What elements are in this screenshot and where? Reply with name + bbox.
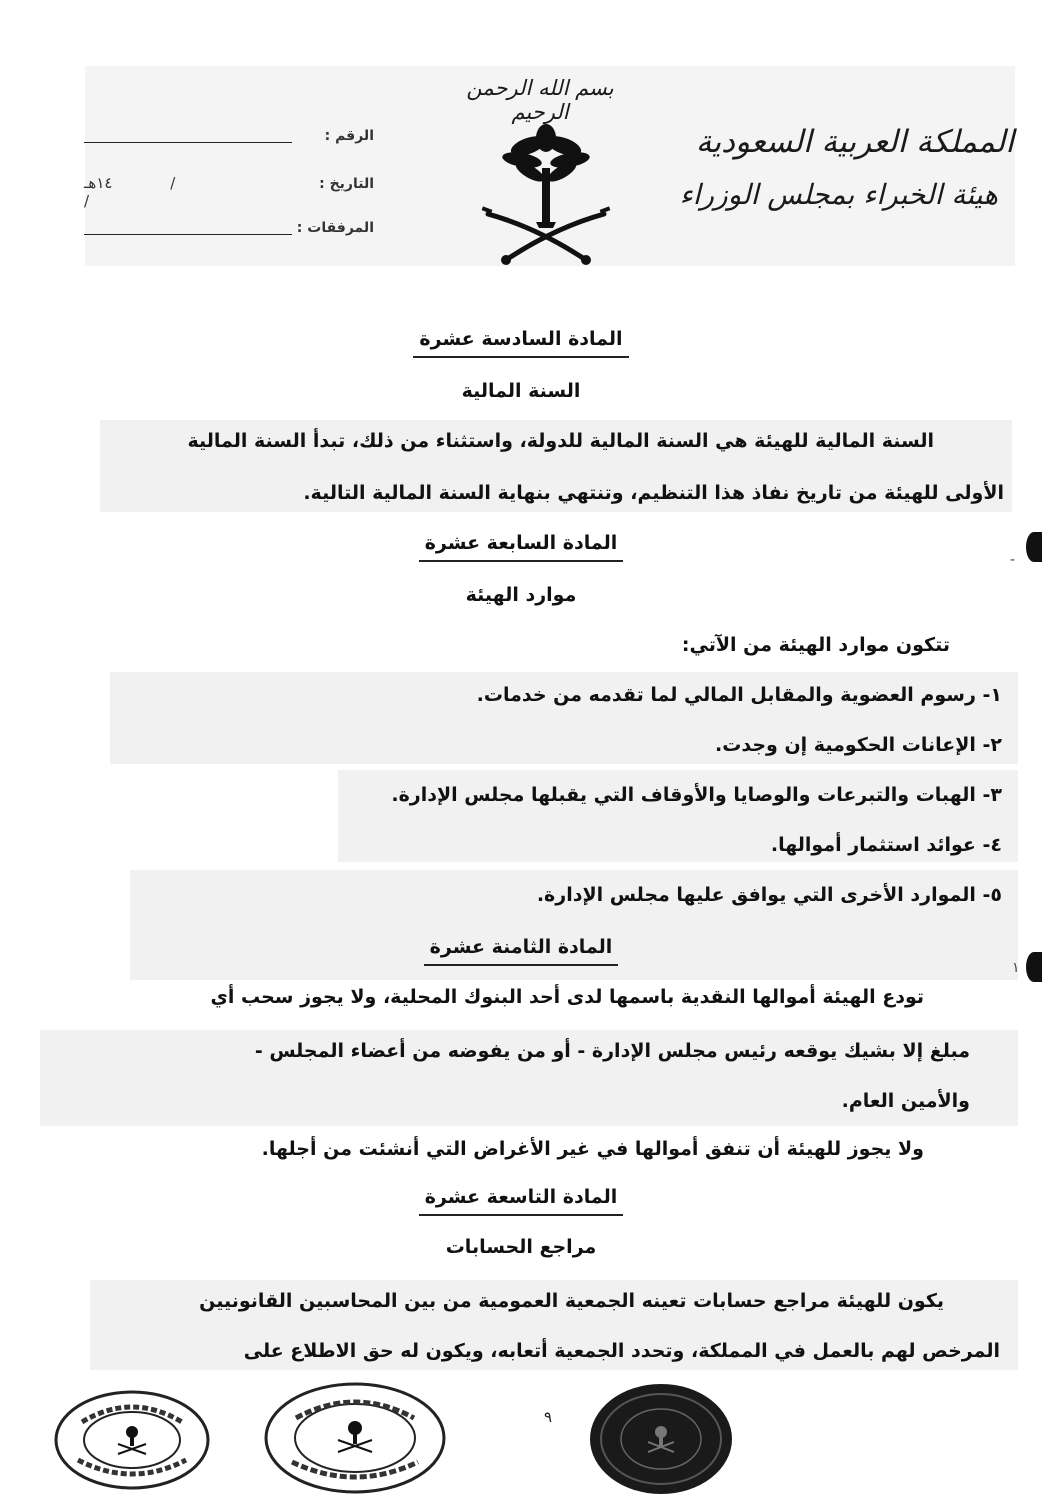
resource-item-2: ٢- الإعانات الحكومية إن وجدت. xyxy=(715,734,1002,756)
article-19-line-2: المرخص لهم بالعمل في المملكة، وتحدد الجمعية أتعابه، ويكون له حق الاطلاع على xyxy=(243,1340,1000,1362)
date-sep-2: / xyxy=(84,192,91,210)
article-19-subheading: مراجع الحسابات xyxy=(445,1236,597,1258)
article-18-heading: المادة الثامنة عشرة xyxy=(0,936,1042,958)
resource-item-3: ٣- الهبات والتبرعات والوصايا والأوقاف التي يقبلها مجلس الإدارة. xyxy=(391,784,1002,806)
binder-hole-icon xyxy=(1026,532,1042,562)
date-sep-1: / xyxy=(170,174,177,192)
reference-field xyxy=(84,124,374,152)
article-16-heading: المادة السادسة عشرة xyxy=(0,328,1042,350)
reference-label: الرقم : xyxy=(324,128,374,144)
article-18-line-3: والأمين العام. xyxy=(841,1090,970,1112)
binder-hole-icon xyxy=(1026,952,1042,982)
resource-item-4: ٤- عوائد استثمار أموالها. xyxy=(770,834,1002,856)
article-16-subheading: السنة المالية xyxy=(461,380,581,402)
article-18-line-1: تودع الهيئة أموالها النقدية باسمها لدى أحد البنوك المحلية، ولا يجوز سحب أي xyxy=(210,986,924,1008)
resource-item-5: ٥- الموارد الأخرى التي يوافق عليها مجلس الإدارة. xyxy=(536,884,1002,906)
article-18-line-2: مبلغ إلا بشيك يوقعه رئيس مجلس الإدارة - أو من يفوضه من أعضاء المجلس - xyxy=(254,1040,970,1062)
margin-mark: ١ xyxy=(1012,960,1020,976)
article-16-line-1: السنة المالية للهيئة هي السنة المالية للدولة، واستثناء من ذلك، تبدأ السنة المالية xyxy=(187,430,934,452)
kingdom-name: المملكة العربية السعودية xyxy=(695,124,1014,160)
page-number: ٩ xyxy=(544,1408,553,1426)
round-seal-stamp-icon xyxy=(588,1382,734,1496)
date-label: التاريخ : xyxy=(319,176,374,192)
date-value xyxy=(84,174,292,210)
article-17-intro: تتكون موارد الهيئة من الآتي: xyxy=(681,634,950,656)
date-field xyxy=(84,172,374,210)
middle-official-stamp-icon xyxy=(262,1380,448,1496)
attachments-label: المرفقات : xyxy=(296,220,374,236)
article-17-subheading: موارد الهيئة xyxy=(465,584,577,606)
basmala: بسم الله الرحمن الرحيم xyxy=(466,76,614,124)
reference-line xyxy=(84,142,292,143)
article-19-heading: المادة التاسعة عشرة xyxy=(0,1186,1042,1208)
article-16-line-2: الأولى للهيئة من تاريخ نفاذ هذا التنظيم، وتنتهي بنهاية السنة المالية التالية. xyxy=(303,482,1004,504)
article-17-heading: المادة السابعة عشرة xyxy=(0,532,1042,554)
attachments-line xyxy=(84,234,292,235)
article-18-second-para: ولا يجوز للهيئة أن تنفق أموالها في غير الأغراض التي أنشئت من أجلها. xyxy=(261,1138,924,1160)
article-19-line-1: يكون للهيئة مراجع حسابات تعينه الجمعية العمومية من بين المحاسبين القانونيين xyxy=(199,1290,944,1312)
date-year: ١٤هـ xyxy=(84,174,113,192)
authority-name: هيئة الخبراء بمجلس الوزراء xyxy=(679,178,998,211)
saudi-emblem-icon xyxy=(478,118,614,270)
resource-item-1: ١- رسوم العضوية والمقابل المالي لما تقدمه من خدمات. xyxy=(476,684,1002,706)
attachments-field xyxy=(84,216,374,244)
left-official-stamp-icon xyxy=(52,1388,212,1492)
margin-mark: - xyxy=(1010,552,1016,568)
